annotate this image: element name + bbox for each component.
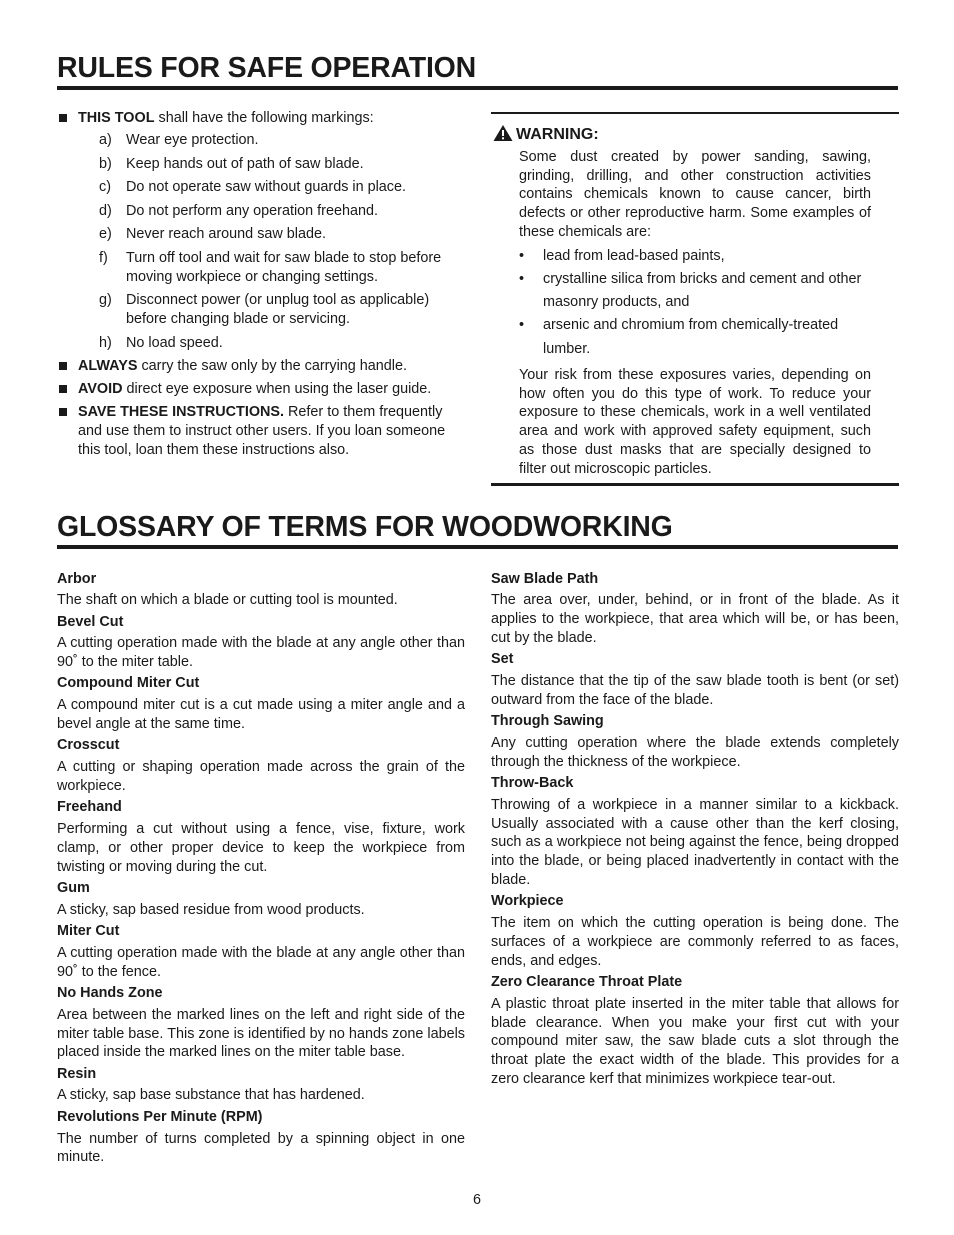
warning-triangle-icon [493,124,513,142]
warning-heading [493,124,599,145]
warning-chemical-item [519,245,871,268]
marking-text: Keep hands out of path of saw blade. [126,155,364,172]
warning-body [519,148,871,478]
glossary-definition: A compound miter cut is a cut made using a miter angle and a bevel angle at the same time. [57,697,465,733]
marking-text: Never reach around saw blade. [126,226,326,242]
glossary-definition: The shaft on which a blade or cutting tool is mounted. [57,592,398,609]
glossary-definition: The area over, under, behind, or in front of the blade. As it applies to the workpiece, that area which will be, or has been, cut by the blade. [491,592,899,646]
marking-text: Do not perform any operation freehand. [126,202,378,219]
marking-item [78,334,469,353]
glossary-definition: The distance that the tip of the saw blade tooth is bent (or set) outward from the face of the blade. [491,672,899,708]
marking-item [78,291,469,329]
bullet-dot: • [519,317,525,334]
rules-list [57,109,469,464]
rule-text: Refer to them frequently and use them to instruct other users. If you loan someone this tool, loan them these instructions also. [78,404,446,458]
page-number: 6 [472,1192,481,1208]
warning-heading-text: WARNING: [516,126,599,143]
glossary-term: Throw-Back [491,774,574,791]
rule-lead: ALWAYS [78,358,138,374]
marking-letter: h) [99,334,112,351]
marking-text: Do not operate saw without guards in place. [126,179,406,195]
glossary-term: Set [491,651,514,668]
glossary-term: Revolutions Per Minute (RPM) [57,1108,263,1125]
marking-item [78,178,469,197]
warning-chemical-item [519,314,871,361]
rule-item [57,109,469,353]
square-bullet-icon [59,385,67,393]
glossary-definition: Area between the marked lines on the left and right side of the miter table base. This zone is identified by no hands zone labels placed inside the marked lines on the miter table base. [57,1006,465,1061]
warning-chemical-text: lead from lead-based paints, [543,247,725,264]
warning-box [491,112,899,486]
marking-text: No load speed. [126,334,223,351]
warning-chemical-text: crystalline silica from bricks and cement and other masonry products, and [543,270,862,311]
glossary-term: Resin [57,1065,97,1082]
bullet-dot: • [519,247,525,264]
glossary-definition: The item on which the cutting operation is being done. The surfaces of a workpiece are commonly referred to as faces, ends, and edges. [491,915,899,969]
glossary-term: Through Sawing [491,713,604,730]
rule-text: direct eye exposure when using the laser guide. [122,381,432,397]
marking-letter: g) [99,292,112,308]
glossary-definition: The number of turns completed by a spinning object in one minute. [57,1130,465,1166]
rule-text: shall have the following markings: [154,110,374,126]
marking-text: Turn off tool and wait for saw blade to stop before moving workpiece or changing settings. [126,249,442,285]
marking-letter: a) [99,132,112,148]
markings-sublist [78,131,469,353]
glossary-term: Arbor [57,570,97,587]
glossary-term: Saw Blade Path [491,570,599,587]
rule-lead: THIS TOOL [78,110,155,126]
square-bullet-icon [59,114,67,122]
marking-text: Disconnect power (or unplug tool as applicable) before changing blade or servicing. [126,292,430,327]
warning-intro: Some dust created by power sanding, sawing, grinding, drilling, and other construction activities contains chemicals known to cause cancer, birth defects or other reproductive harm. Some examples of these chemicals are: [519,149,871,240]
glossary-term: Gum [57,879,90,896]
glossary-term: Crosscut [57,737,120,754]
square-bullet-icon [59,362,67,370]
rule-item [57,403,469,460]
rule-lead: SAVE THESE INSTRUCTIONS. [78,404,285,420]
bullet-dot: • [519,270,525,287]
glossary-definition: A sticky, sap based residue from wood products. [57,901,365,918]
glossary-term: Freehand [57,799,122,816]
glossary-definition: Performing a cut without using a fence, vise, fixture, work clamp, or other proper device to keep the workpiece from twisting or moving during the cut. [57,821,465,875]
rule-text: carry the saw only by the carrying handle. [137,358,408,374]
marking-letter: c) [99,179,111,195]
glossary-term: Zero Clearance Throat Plate [491,973,683,990]
glossary-term: No Hands Zone [57,984,163,1001]
glossary-definition: Any cutting operation where the blade extends completely through the thickness of the workpiece. [491,734,899,770]
warning-chemical-item [519,268,871,315]
rule-item [57,380,469,399]
rule-lead: AVOID [78,381,123,397]
glossary-section-title: GLOSSARY OF TERMS FOR WOODWORKING [57,511,898,549]
marking-item [78,249,469,287]
glossary-right-column [491,567,899,1089]
square-bullet-icon [59,408,67,416]
glossary-term: Miter Cut [57,923,120,940]
marking-letter: e) [99,226,112,242]
glossary-definition: A sticky, sap base substance that has hardened. [57,1087,365,1104]
marking-item [78,131,469,150]
glossary-term: Compound Miter Cut [57,675,200,692]
warning-chemical-text: arsenic and chromium from chemically-treated lumber. [543,317,839,357]
glossary-definition: A plastic throat plate inserted in the miter table that allows for blade clearance. When you make your first cut with your compound miter saw, the saw blade cuts a slot through the throat plate the exact width of the blade. This provides for a zero clearance kerf that minimizes workpiece tear-out. [491,995,899,1087]
glossary-term: Bevel Cut [57,613,124,630]
glossary-left-column [57,567,465,1167]
glossary-definition: A cutting operation made with the blade at any angle other than 90˚ to the fence. [57,944,465,980]
rules-section-title: RULES FOR SAFE OPERATION [57,52,898,90]
warning-chemicals-list [519,245,871,361]
marking-letter: f) [99,249,108,266]
marking-item [78,155,469,174]
glossary-definition: A cutting operation made with the blade at any angle other than 90˚ to the miter table. [57,635,465,671]
glossary-term: Workpiece [491,893,564,910]
glossary-definition: A cutting or shaping operation made across the grain of the workpiece. [57,759,465,794]
rule-item [57,357,469,376]
marking-item [78,225,469,244]
marking-text: Wear eye protection. [126,132,259,148]
warning-outro: Your risk from these exposures varies, depending on how often you do this type of work. To reduce your exposure to these chemicals, work in a well ventilated area and work with approved safety equipment, such as those dust masks that are specially designed to filter out microscopic particles. [519,367,871,477]
marking-letter: d) [99,202,112,219]
marking-letter: b) [99,155,112,172]
marking-item [78,202,469,221]
glossary-definition: Throwing of a workpiece in a manner similar to a kickback. Usually associated with a cause other than the kerf closing, such as a workpiece not being against the fence, being dropped into the blade, or being placed inadvertently in contact with the blade. [491,796,899,888]
